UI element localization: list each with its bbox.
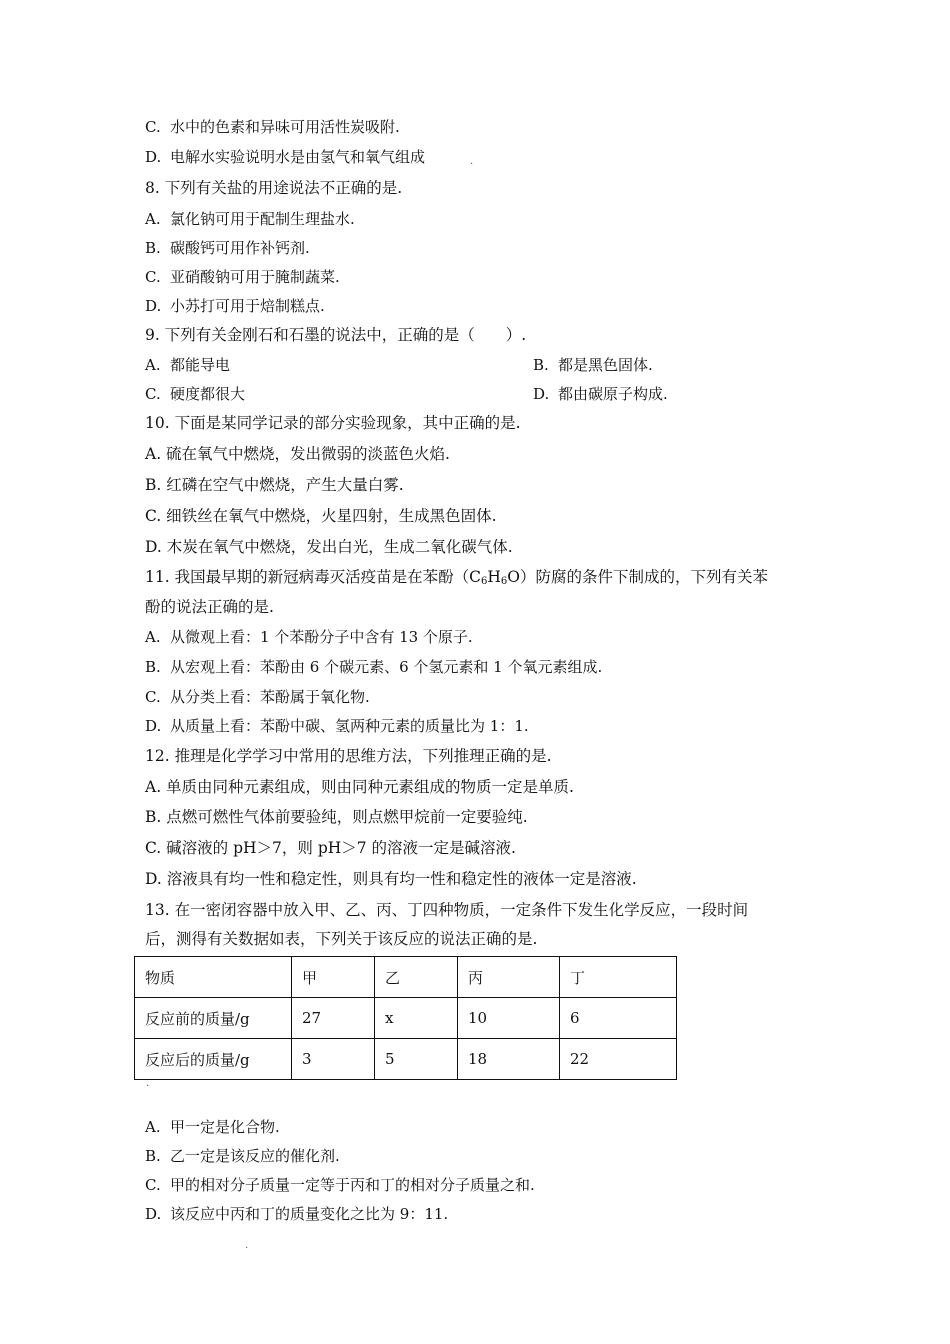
- mark-dot: .: [146, 1078, 150, 1089]
- q13-stem-line2: 后，测得有关数据如表，下列关于该反应的说法正确的是.: [145, 930, 538, 948]
- q10-option-b: B. 红磷在空气中燃烧，产生大量白雾.: [145, 476, 404, 494]
- table-cell: 丙: [458, 957, 560, 998]
- q11-option-a: A. 从微观上看：1 个苯酚分子中含有 13 个原子.: [145, 628, 473, 646]
- q9-stem: 9. 下列有关金刚石和石墨的说法中，正确的是（ ）.: [145, 326, 527, 344]
- q11-option-b: B. 从宏观上看：苯酚由 6 个碳元素、6 个氢元素和 1 个氧元素组成.: [145, 658, 603, 676]
- mark-dot: .: [245, 1240, 249, 1251]
- mark-dot: .: [470, 156, 474, 167]
- formula-phenol: $C_6H_6O$: [469, 568, 520, 587]
- q7-option-c: C. 水中的色素和异味可用活性炭吸附.: [145, 118, 400, 136]
- q11-stem: 11. 我国最早期的新冠病毒灭活疫苗是在苯酚$(C_6H_6O)$防腐的条件下制成的，下列有关苯: [145, 568, 768, 587]
- table-cell: 反应前的质量/g: [135, 998, 292, 1039]
- q13-stem: 13. 在一密闭容器中放入甲、乙、丙、丁四种物质，一定条件下发生化学反应，一段时间: [145, 901, 749, 919]
- q9-option-a: A. 都能导电: [145, 356, 231, 374]
- q10-option-a: A. 硫在氧气中燃烧，发出微弱的淡蓝色火焰.: [145, 445, 450, 463]
- mass-data-table: [134, 956, 677, 1080]
- table-cell: 乙: [375, 957, 458, 998]
- q13-option-c: C. 甲的相对分子质量一定等于丙和丁的相对分子质量之和.: [145, 1176, 535, 1194]
- q12-option-d: D. 溶液具有均一性和稳定性，则具有均一性和稳定性的液体一定是溶液.: [145, 870, 637, 888]
- q12-option-c: C. 碱溶液的 pH＞7，则 pH＞7 的溶液一定是碱溶液.: [145, 839, 516, 857]
- q8-option-b: B. 碳酸钙可用作补钙剂.: [145, 239, 310, 257]
- q8-option-a: A. 氯化钠可用于配制生理盐水.: [145, 210, 355, 228]
- q13-option-a: A. 甲一定是化合物.: [145, 1118, 280, 1136]
- q10-option-c: C. 细铁丝在氧气中燃烧，火星四射，生成黑色固体.: [145, 507, 497, 525]
- q13-option-b: B. 乙一定是该反应的催化剂.: [145, 1147, 340, 1165]
- q11-option-d: D. 从质量上看：苯酚中碳、氢两种元素的质量比为 1：1.: [145, 717, 529, 735]
- q12-option-b: B. 点燃可燃性气体前要验纯，则点燃甲烷前一定要验纯.: [145, 808, 528, 826]
- table-row: [135, 998, 677, 1039]
- table-cell: 18: [458, 1039, 560, 1080]
- table-row: [135, 957, 677, 998]
- q10-stem: 10. 下面是某同学记录的部分实验现象，其中正确的是.: [145, 414, 521, 432]
- q8-stem: 8. 下列有关盐的用途说法不正确的是.: [145, 179, 403, 197]
- q13-option-d: D. 该反应中丙和丁的质量变化之比为 9：11.: [145, 1205, 449, 1223]
- table-cell: x: [375, 998, 458, 1039]
- table-cell: 6: [560, 998, 677, 1039]
- table-cell: 物质: [135, 957, 292, 998]
- q7-option-d: D. 电解水实验说明水是由氢气和氧气组成: [145, 148, 426, 166]
- q9-option-d: D. 都由碳原子构成.: [533, 385, 668, 403]
- table-cell: 27: [292, 998, 375, 1039]
- q11-stem-line2: 酚的说法正确的是.: [145, 598, 274, 616]
- table-cell: 3: [292, 1039, 375, 1080]
- q9-option-c: C. 硬度都很大: [145, 385, 246, 403]
- table-cell: 22: [560, 1039, 677, 1080]
- q12-option-a: A. 单质由同种元素组成，则由同种元素组成的物质一定是单质.: [145, 778, 574, 796]
- table-row: [135, 1039, 677, 1080]
- table-cell: 10: [458, 998, 560, 1039]
- q9-option-b: B. 都是黑色固体.: [533, 356, 653, 374]
- q12-stem: 12. 推理是化学学习中常用的思维方法，下列推理正确的是.: [145, 747, 552, 765]
- table-cell: 5: [375, 1039, 458, 1080]
- q8-option-c: C. 亚硝酸钠可用于腌制蔬菜.: [145, 268, 340, 286]
- table-cell: 甲: [292, 957, 375, 998]
- q10-option-d: D. 木炭在氧气中燃烧，发出白光，生成二氧化碳气体.: [145, 538, 513, 556]
- q8-option-d: D. 小苏打可用于焙制糕点.: [145, 297, 325, 315]
- q11-option-c: C. 从分类上看：苯酚属于氧化物.: [145, 688, 370, 706]
- table-cell: 反应后的质量/g: [135, 1039, 292, 1080]
- table-cell: 丁: [560, 957, 677, 998]
